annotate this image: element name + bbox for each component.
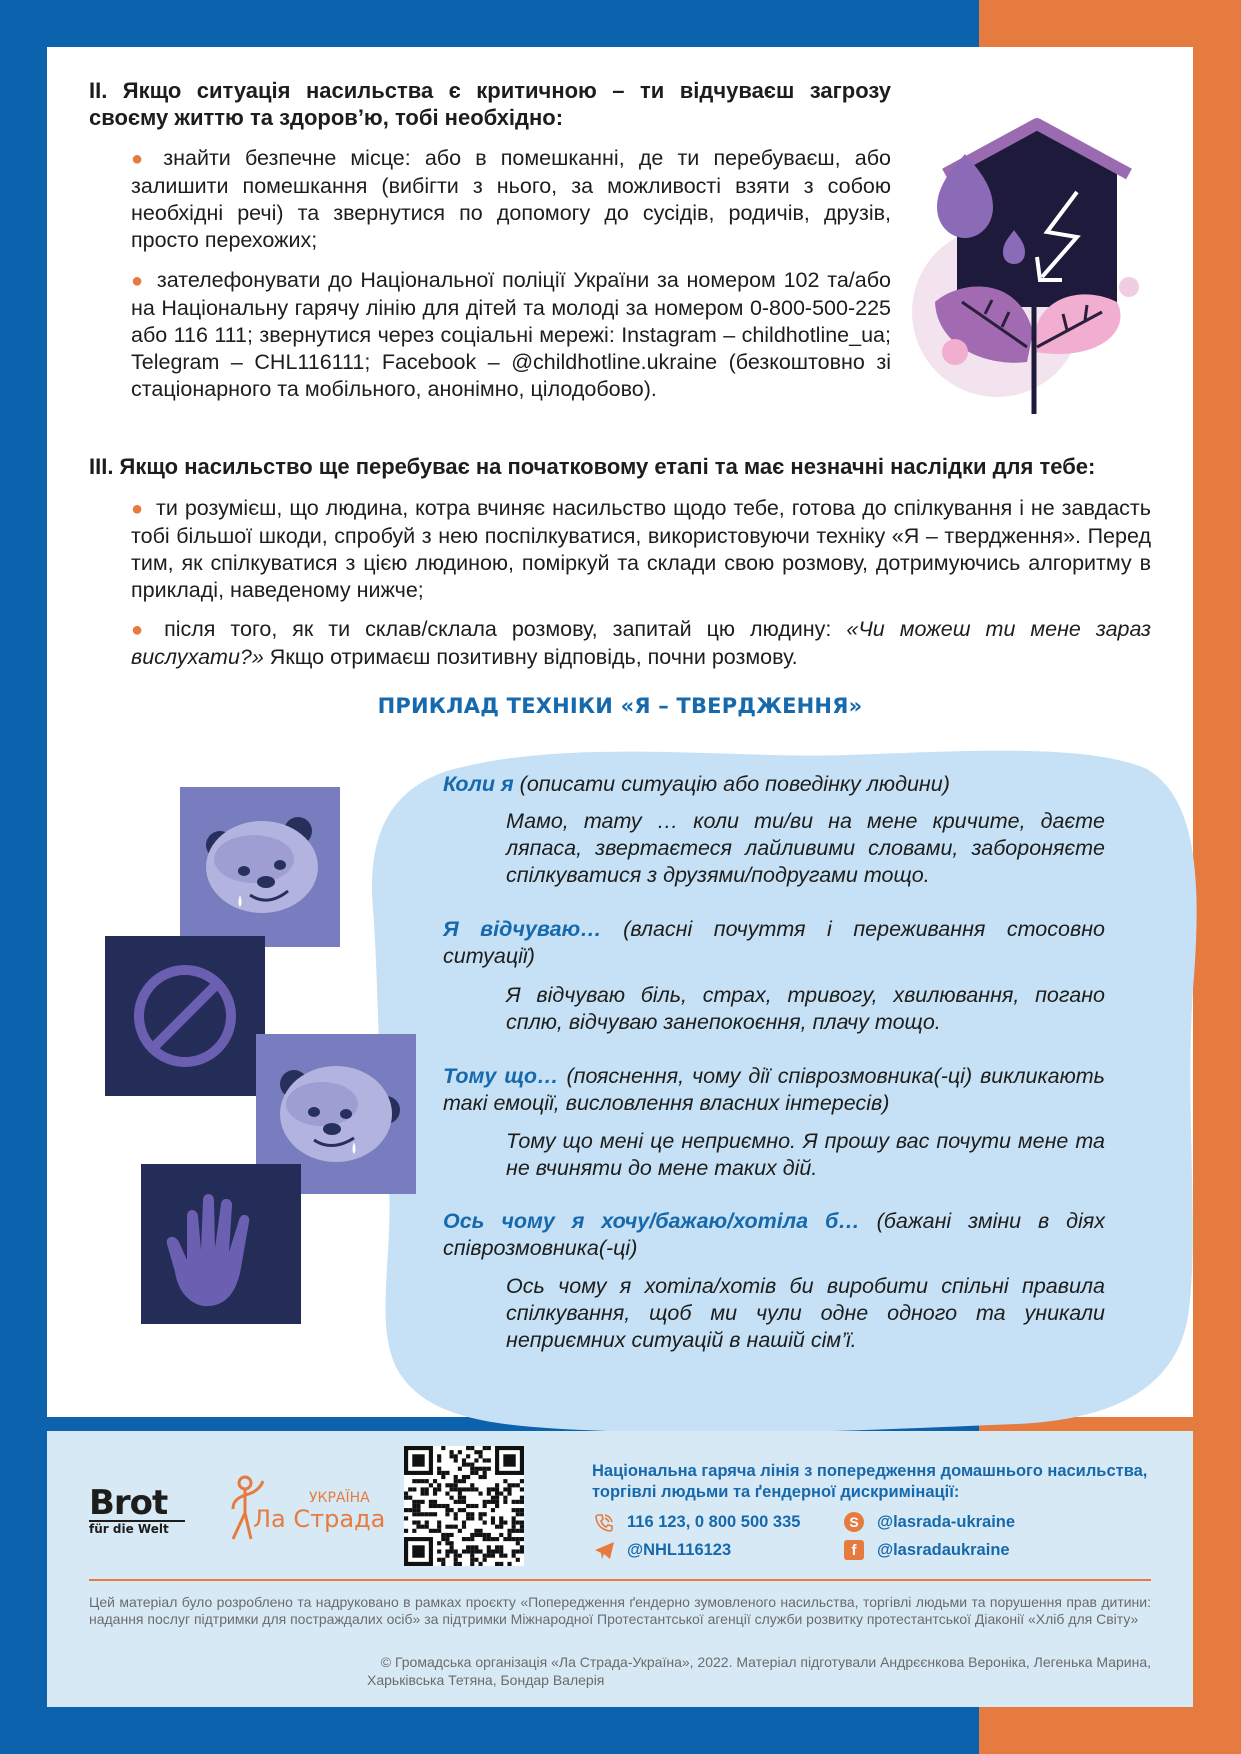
forbidden-icon (105, 936, 265, 1096)
bullet-dot: ● (131, 498, 145, 520)
footer-divider (89, 1579, 1151, 1581)
section-2-title: II. Якщо ситуація насильства є критичною – ти відчуваєш загрозу своєму життю та здоров’ю, тобі необхідно: (89, 78, 891, 130)
facebook-handle[interactable]: @lasradaukraine (877, 1541, 1010, 1559)
qr-code[interactable] (404, 1446, 524, 1566)
footer (47, 1431, 1193, 1707)
example-step-1-head: Коли я (описати ситуацію або поведінку людини) (443, 772, 950, 796)
stop-hand-icon (141, 1164, 301, 1324)
example-step-3-text: Тому що мені це неприємно. Я прошу вас почути мене та не вчиняти до мене таких дій. (506, 1129, 1105, 1180)
example-title: ПРИКЛАД ТЕХНІКИ «Я – ТВЕРДЖЕННЯ» (377, 694, 863, 718)
bullet-dot: ● (131, 619, 153, 641)
skype-icon: S (844, 1512, 864, 1532)
telegram-handle[interactable]: @NHL116123 (627, 1541, 732, 1559)
crying-bear-tile-1 (180, 787, 340, 947)
hotline-title: Національна гаряча лінія з попередження домашнього насильства, торгівлі людьми та ґендерної дискримінації: (592, 1462, 1148, 1501)
example-step-2-text: Я відчуваю біль, страх, тривогу, хвилювання, погано сплю, відчуваю занепокоєння, плачу тощо. (506, 983, 1105, 1034)
skype-handle[interactable]: @lasrada-ukraine (877, 1513, 1016, 1531)
facebook-icon: f (844, 1540, 864, 1560)
la-strada-logo: УКРАЇНА Ла Страда (227, 1473, 387, 1543)
bullet-dot: ● (131, 270, 145, 292)
hotline-phone[interactable]: 116 123, 0 800 500 335 (627, 1513, 801, 1531)
example-step-4-text: Ось чому я хотіла/хотів би виробити спільні правила спілкування, щоб ми чули одне одного та уникали неприємних ситуацій в нашій сім’ї. (506, 1274, 1105, 1352)
section-3-item-1: ● ти розумієш, що людина, котра вчиняє насильство щодо тебе, готова до спілкування і не завдасть тобі більшої шкоди, спробуй з нею поспілкуватися, використовуючи техніку «Я – твердження». Перед тим, як спілкуватися з цією людиною, поміркуй та склади свою розмову, дотримуючись алгоритму в прикладі, наведеному нижче; (131, 496, 1151, 602)
copyright-line-2: Харьківська Тетяна, Бондар Валерія (367, 1672, 605, 1688)
section-3-title: III. Якщо насильство ще перебуває на початковому етапі та має незначні наслідки для тебе: (89, 454, 1096, 479)
copyright-line-1: © Громадська організація «Ла Страда-Україна», 2022. Матеріал підготували Андрєєнкова Вероніка, Легенька Марина, (380, 1654, 1151, 1670)
brot-logo: Brot für die Welt (89, 1486, 199, 1536)
phone-icon (594, 1513, 614, 1533)
forbidden-tile (105, 936, 265, 1096)
section-2-item-2: ● зателефонувати до Національної поліції України за номером 102 та/або на Національну гарячу лінію для дітей та молоді за номером 0-800-500-225 або 116 111; звернутися через соціальні мережі: Instagram – childhotline_ua; Telegram – CHL116111; Facebook – @childhotline.ukraine (безкоштовно зі стаціонарного та мобільного, анонімно, цілодобово). (131, 268, 891, 401)
bullet-dot: ● (131, 148, 152, 170)
section-3-item-2: ● після того, як ти склав/склала розмову, запитай цю людину: «Чи можеш ти мене зараз вислухати?» Якщо отримаєш позитивну відповідь, почни розмову. (131, 617, 1151, 669)
example-step-2-head: Я відчуваю… (власні почуття і переживання стосовно ситуації) (443, 917, 1105, 968)
hand-tile (141, 1164, 301, 1324)
section-2-item-1: ● знайти безпечне місце: або в помешканні, де ти перебуваєш, або залишити помешкання (вибігти з нього, за можливості взяти з собою необхідні речі) та звернутися по допомогу до сусідів, родичів, друзів, просто перехожих; (131, 146, 891, 252)
content-panel (47, 47, 1193, 1417)
project-note: Цей матеріал було розроблено та надруковано в рамках проєкту «Попередження ґендерно зумовленого насильства, торгівлі людьми та порушення прав дитини: надання послуг підтримки для постраждалих осіб» за підтримки Міжнародної Протестантської агенції служби розвитку протестантської Діаконії «Хліб для Світу» (89, 1594, 1151, 1627)
crying-bear-icon (180, 787, 340, 947)
example-step-1-text: Мамо, тату … коли ти/ви на мене кричите, даєте ляпаса, звертаєтеся лайливими словами, забороняєте спілкуватися з друзями/подругами тощо. (506, 809, 1105, 887)
telegram-icon (594, 1541, 616, 1561)
example-step-3-head: Тому що… (пояснення, чому дії співрозмовника(-ці) викликають такі емоції, висловлення власних інтересів) (443, 1064, 1105, 1115)
house-plant-illustration (907, 102, 1147, 422)
example-step-4-head: Ось чому я хочу/бажаю/хотіла б… (бажані зміни в діях співрозмовника(-ці) (443, 1209, 1106, 1260)
